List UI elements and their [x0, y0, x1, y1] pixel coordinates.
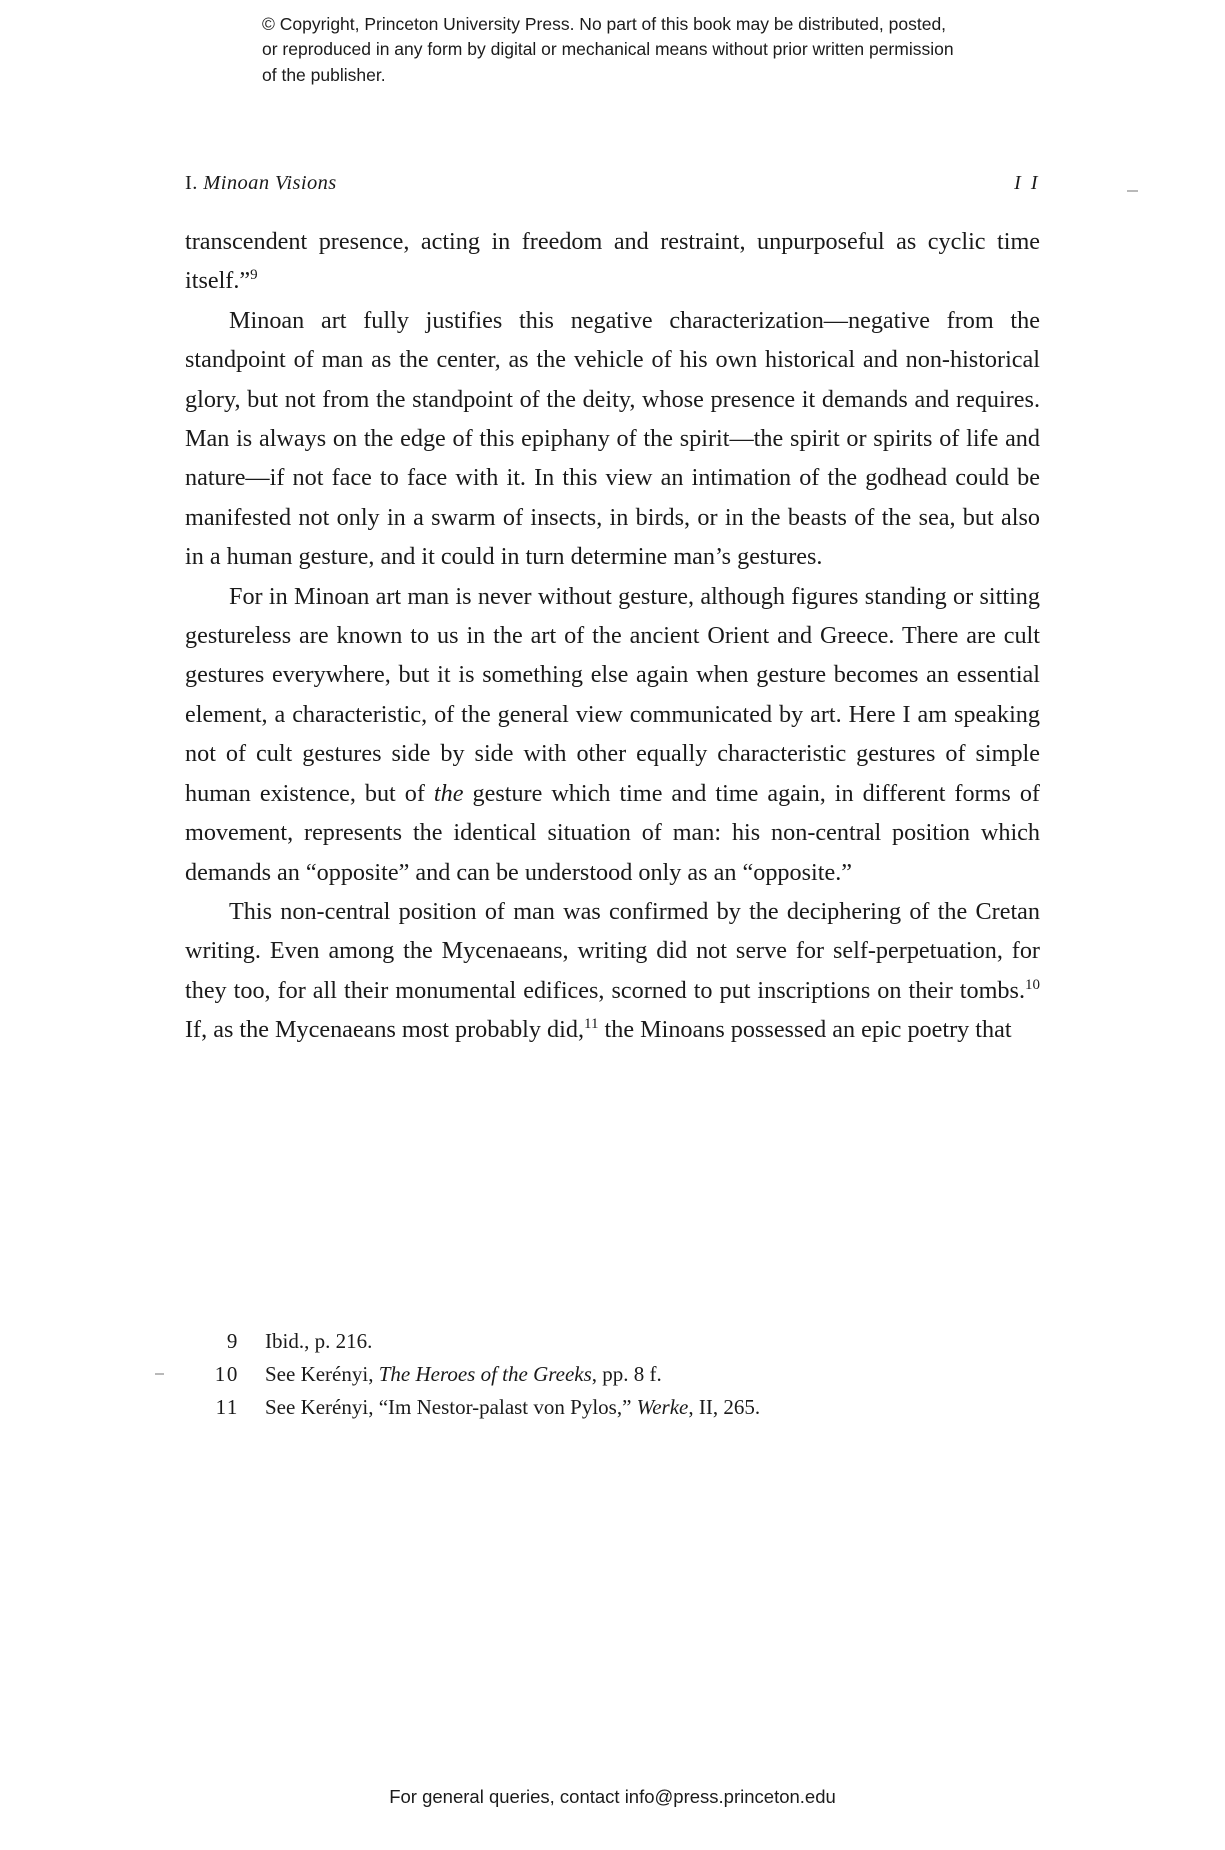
- page-footer: For general queries, contact info@press.princeton.edu: [389, 1786, 836, 1807]
- footnote-title-italic: Werke: [636, 1395, 689, 1419]
- paragraph-1: [185, 222, 1040, 301]
- footnote-text-b: , II, 265.: [688, 1395, 761, 1419]
- footnote-text: [239, 1325, 372, 1358]
- paragraph-3-emphasis: the: [433, 779, 464, 807]
- paragraph-4-text-a: This non-central position of man was confirmed by the deciphering of the Cretan writing. Even among the Mycenaeans, writing did not serve for self-perpetuation, for they too, for all their monumental edifices, scorned to put inscriptions on their tombs.: [185, 897, 1040, 1004]
- footnote-item: [185, 1325, 1040, 1358]
- paragraph-4-text-c: the Minoans possessed an epic poetry that: [598, 1016, 1012, 1044]
- running-head-title: [185, 172, 337, 195]
- paragraph-2: [185, 301, 1040, 577]
- paragraph-3-text-b: gesture which time and time again, in different forms of movement, represents the identical situation of man: his non-central position which demands an “opposite” and can be understood only as an “opposite.”: [185, 779, 1040, 886]
- copyright-notice: © Copyright, Princeton University Press. No part of this book may be distributed, posted, or reproduced in any form by digital or mechanical means without prior written permission of the publisher.: [262, 14, 954, 85]
- footnote-number: 9: [226, 1329, 239, 1353]
- chapter-number: I.: [185, 172, 198, 194]
- footnote-number: 11: [215, 1395, 239, 1419]
- paragraph-3: [185, 577, 1040, 892]
- paragraph-1-text: transcendent presence, acting in freedom and restraint, unpurposeful as cyclic time itself.”: [185, 228, 1040, 295]
- body-text: [185, 222, 1040, 1050]
- footnote-item: [185, 1391, 1040, 1424]
- chapter-title: Minoan Visions: [203, 172, 337, 194]
- footnote-number: 10: [214, 1362, 239, 1386]
- footnote-text-a: See Kerényi, “Im Nestor-palast von Pylos,”: [265, 1395, 637, 1419]
- footnote-text: [239, 1358, 662, 1391]
- footnote-text: [239, 1391, 760, 1424]
- page-number: I I: [1014, 172, 1040, 194]
- paragraph-4-text-b: If, as the Mycenaeans most probably did,: [185, 1016, 584, 1044]
- running-head: [185, 172, 1040, 195]
- footnote-title-italic: The Heroes of the Greeks: [378, 1362, 592, 1386]
- footnote-ref-10: 10: [1025, 976, 1040, 993]
- footnote-text-a: Ibid., p. 216.: [265, 1329, 373, 1353]
- footnote-text-a: See Kerényi,: [265, 1362, 379, 1386]
- footnote-ref-11: 11: [584, 1016, 599, 1033]
- footnote-item: [185, 1358, 1040, 1391]
- footnote-text-b: , pp. 8 f.: [591, 1362, 662, 1386]
- footnote-ref-9: 9: [250, 267, 258, 284]
- paragraph-4: [185, 892, 1040, 1050]
- scan-artifact-right: [1127, 190, 1138, 192]
- paragraph-3-text-a: For in Minoan art man is never without gesture, although figures standing or sitting gestureless are known to us in the art of the ancient Orient and Greece. There are cult gestures everywhere, but it is something else again when gesture becomes an essential element, a characteristic, of the general view communicated by art. Here I am speaking not of cult gestures side by side with other equally characteristic gestures of simple human existence, but of: [185, 582, 1040, 807]
- footnotes-block: [185, 1325, 1040, 1424]
- paragraph-2-text: Minoan art fully justifies this negative characterization—negative from the standpoint of man as the center, as the vehicle of his own historical and non-historical glory, but not from the standpoint of the deity, whose presence it demands and requires. Man is always on the edge of this epiphany of the spirit—the spirit or spirits of life and nature—if not face to face with it. In this view an intimation of the godhead could be manifested not only in a swarm of insects, in birds, or in the beasts of the sea, but also in a human gesture, and it could in turn determine man’s gestures.: [185, 306, 1040, 571]
- scan-artifact-left: [155, 1373, 164, 1375]
